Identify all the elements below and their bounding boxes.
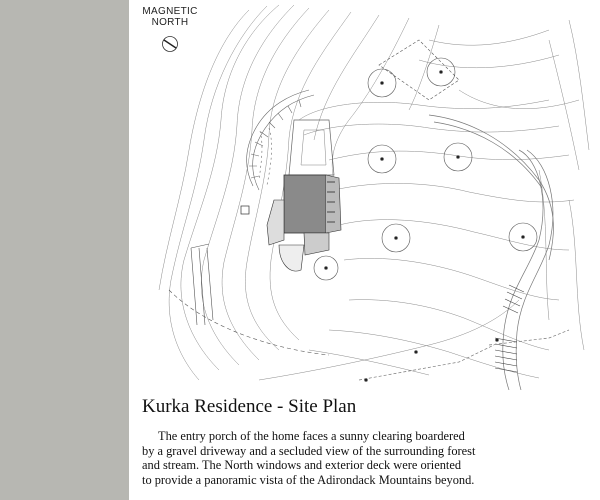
tree-symbol (509, 223, 537, 251)
tree-symbol (314, 256, 338, 280)
footbridge (495, 285, 524, 372)
description-line-3: and stream. The North windows and exterior deck were oriented (142, 458, 462, 473)
tree-symbol (368, 69, 396, 97)
contour-lines (159, 5, 589, 380)
house (241, 175, 341, 271)
property-corner (379, 40, 459, 100)
tree-symbol (382, 224, 410, 252)
description-line-4: to provide a panoramic vista of the Adirondack Mountains beyond. (142, 472, 475, 487)
north-arrow-icon (163, 37, 178, 52)
parking-area (191, 244, 213, 325)
description-line-2: by a gravel driveway and a secluded view of the surrounding forest (142, 443, 476, 458)
content-area (129, 0, 600, 500)
north-label-line-1: MAGNETIC (142, 6, 198, 17)
page-title: Kurka Residence - Site Plan (142, 396, 357, 417)
tree-symbol (368, 145, 396, 173)
site-plan-drawing (129, 0, 600, 390)
site-plan-description (142, 429, 592, 487)
stream (359, 115, 569, 390)
left-sidebar (0, 0, 129, 500)
north-label-line-2: NORTH (151, 17, 189, 28)
description-line-1: The entry porch of the home faces a sunny clearing boardered (158, 429, 465, 443)
property-line (169, 290, 329, 355)
